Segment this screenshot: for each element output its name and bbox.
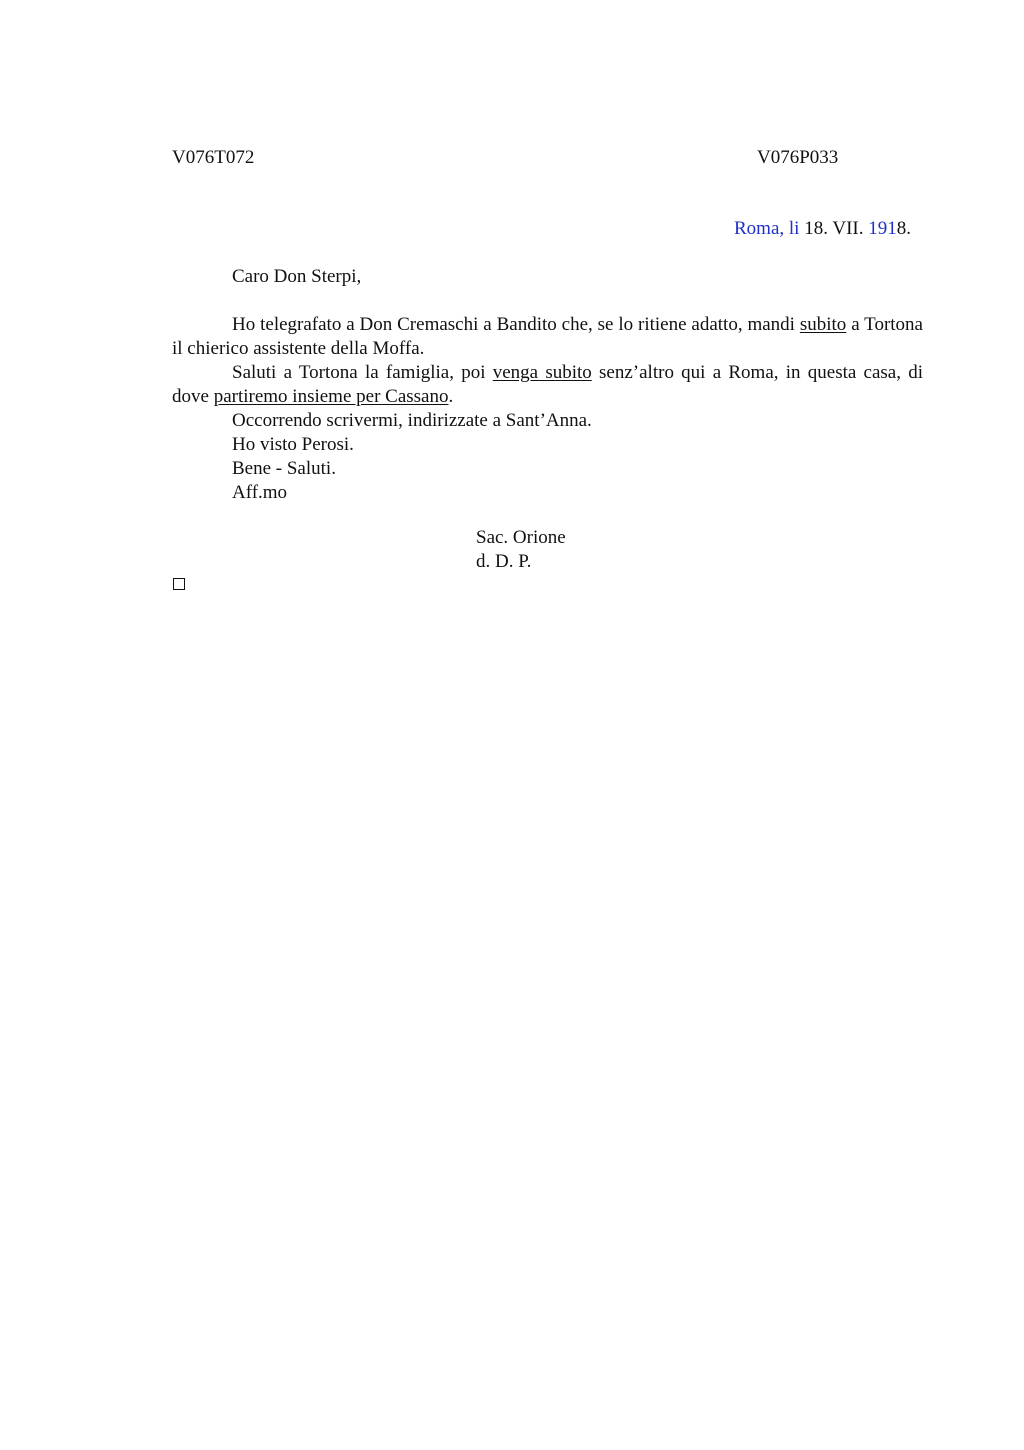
paragraph-closing: Bene - Saluti.	[232, 458, 336, 479]
signature-title: d. D. P.	[476, 551, 532, 572]
signature-name: Sac. Orione	[476, 527, 566, 548]
underlined-text: subito	[799, 314, 847, 335]
dateline-year-suffix: 8.	[896, 218, 911, 239]
paragraph-text: Saluti a Tortona la famiglia, poi	[232, 362, 493, 383]
paragraph-telegram	[172, 313, 923, 361]
end-marker-square-icon	[173, 578, 185, 590]
paragraph-text: a Tortona il chierico assistente della Moffa.	[172, 314, 923, 359]
dateline-place: Roma, li	[734, 218, 800, 239]
paragraph-address: Occorrendo scrivermi, indirizzate a Sant’Anna.	[232, 410, 592, 431]
paragraph-perosi: Ho visto Perosi.	[232, 434, 354, 455]
letter-body	[172, 313, 923, 505]
salutation: Caro Don Sterpi,	[232, 266, 362, 287]
dateline-year-prefix: 191	[868, 218, 897, 239]
dateline-day-month: 18. VII.	[799, 218, 869, 239]
underlined-text: venga subito	[492, 362, 592, 383]
underlined-text: partiremo insieme per Cassano	[213, 386, 449, 407]
dateline	[734, 217, 911, 241]
paragraph-text: .	[448, 386, 454, 407]
paragraph-greetings	[172, 361, 923, 409]
paragraph-text: senz’altro qui a Roma, in questa casa, di dove	[172, 362, 923, 407]
paragraph-text: Ho telegrafato a Don Cremaschi a Bandito che, se lo ritiene adatto, mandi	[232, 314, 800, 335]
document-reference-right: V076P033	[757, 147, 839, 168]
valediction: Aff.mo	[232, 482, 288, 503]
document-reference-left: V076T072	[172, 147, 255, 168]
